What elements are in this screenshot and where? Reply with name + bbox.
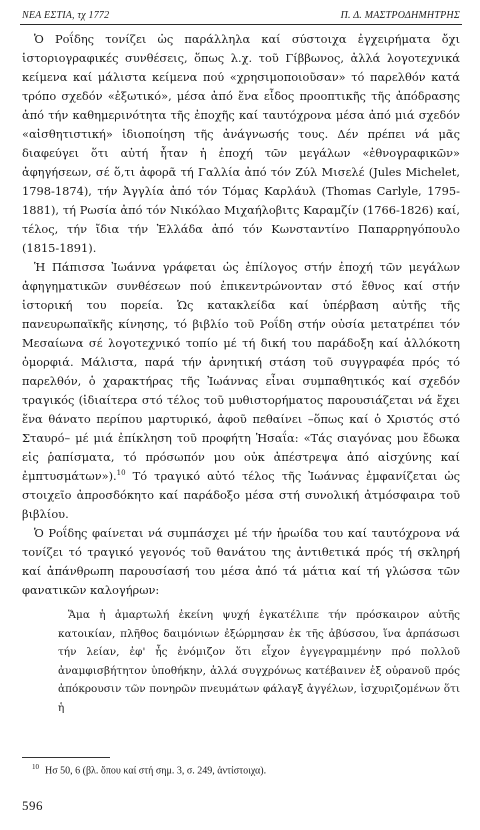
paragraph-2-text: Ἡ Πάπισσα Ἰωάννα γράφεται ὡς ἐπίλογος στήν ἐποχή τῶν μεγάλων ἀφηγηματικῶν συνθέσεων πού ἐπικεντρώνονταν στό ἔθνος καί στήν ἱστορική του πορεία. Ὡς κατακλείδα καί ὑπέρβαση αὐτῆς τῆς πανευρωπαϊκῆς κίνησης, τό βιβλίο τοῦ Ροΐδη στήν οὐσία μετατρέπει τόν Μεσαίωνα σέ λογοτεχνικό τοπίο μέ τή δική του παράδοξη καί ἀλλόκοτη ὀμορφιά. Μάλιστα, παρά τήν ἀρνητική στάση τοῦ συγγραφέα πρός τό παρελθόν, ὁ χαρακτήρας τῆς Ἰωάννας εἶναι συμπαθητικός καί σχεδόν τραγικός (ἰδιαίτερα στό τέλος τοῦ μυθιστορήματος παρουσιάζεται νά ἔχει ἕνα θάνατο περίπου μαρτυρικό, ἀφοῦ πεθαίνει –ὅπως καί ὁ Χριστός στό Σταυρό– μέ μιά ἐπίκληση τοῦ προφήτη Ἡσαΐα: «Τάς σιαγόνας μου ἔδωκα εἰς ῥαπίσματα, τό πρόσωπόν μου οὐκ ἀπέστρεψα ἀπό αἰσχύνης καί ἐμπτυσμάτων»). xyxy=(22,260,460,483)
running-header xyxy=(22,8,460,24)
block-quote xyxy=(58,606,460,717)
paragraph-2-end: Τό τραγικό αὐτό τέλος τῆς Ἰωάννας ἐμφανίζεται ὡς στοιχεῖο ἀπροσδόκητο καί παράδοξο μέσα στή συνολική ἀτμόσφαιρα τοῦ βιβλίου. xyxy=(22,469,460,521)
block-quote-text: Ἅμα ἡ ἁμαρτωλή ἐκείνη ψυχή ἐγκατέλιπε τήν πρόσκαιρον αὐτῆς κατοικίαν, πλῆθος δαιμόνιων ἐξώρμησαν ἐκ τῆς ἀβύσσου, ἵνα ἁρπάσωσι τήν λείαν, ἐφ' ἧς ἐνόμιζον ὅτι εἶχον ἐγγεγραμμένην πρό πολλοῦ ἀναμφισβήτητον ὑποθήκην, ἀλλά συγχρόνως κατέβαινεν ἐξ οὐρανοῦ πρός ἀπόκρουσιν τῶν πονηρῶν πνευμάτων φάλαγξ ἀγγέλων, ἰσχυριζομένων ὅτι ἡ xyxy=(58,609,460,714)
journal-issue-header: ΝΕΑ ΕΣΤΙΑ, τχ 1772 xyxy=(22,10,110,21)
page-number: 596 xyxy=(22,798,43,813)
body-text xyxy=(22,30,460,717)
paragraph-1: Ὁ Ροΐδης τονίζει ὡς παράλληλα καί σύστοιχα ἐγχειρήματα ὄχι ἱστοριογραφικές συνθέσεις, ὅπως λ.χ. τοῦ Γίββωνος, ἀλλά λογοτεχνικά κείμενα καί μάλιστα κείμενα πού «χρησιμοποιοῦσαν» τό παρελθόν κατά τρόπο σχεδόν «ἐξωτικό», μέσα ἀπό ἕνα εἶδος προοπτικῆς τῆς ἀπόδρασης ἀπό τήν καθημερινότητα τῆς ἐποχῆς καί ταυτόχρονα μέσα ἀπό μιά σχεδόν «αἰσθητιστική» ἰδιοποίηση τῆς ἀνάγνωσής τους. Δέν πρέπει νά μᾶς διαφεύγει ὅτι αὐτή ἦταν ἡ ἐποχή τῶν μεγάλων «ἐθνογραφικῶν» ἀφηγήσεων, σέ ὅ,τι ἀφορᾶ τή Γαλλία ἀπό τόν Ζύλ Μισελέ (Jules Michelet, 1798-1874), τήν Ἀγγλία ἀπό τόν Τόμας Καρλάυλ (Thomas Carlyle, 1795-1881), τή Ρωσία ἀπό τόν Νικόλαο Μιχαήλοβιτς Καραμζίν (1766-1826) καί, τέλος, τήν ἴδια τήν Ἑλλάδα ἀπό τόν Κωνσταντίνο Παπαρρηγόπουλο (1815-1891). xyxy=(22,32,460,255)
footnote-rule xyxy=(22,757,110,758)
footnote xyxy=(32,763,460,776)
paragraph-3: Ὁ Ροΐδης φαίνεται νά συμπάσχει μέ τήν ἡρωίδα του καί ταυτόχρονα νά τονίζει τό τραγικό γεγονός τοῦ θανάτου της ἀντιθετικά πρός τή σκληρή καί ἀπάνθρωπη παρουσίασή του μέσα ἀπό τά μάτια καί τή γλώσσα τῶν φανατικῶν καλογήρων: xyxy=(22,526,460,597)
author-header: Π. Δ. ΜΑΣΤΡΟΔΗΜΗΤΡΗΣ xyxy=(340,10,460,21)
footnote-text: Ησ 50, 6 (βλ. ὅπου καί στή σημ. 3, σ. 249, ἀντίστοιχα). xyxy=(45,765,267,777)
footnote-reference: 10 xyxy=(116,469,126,478)
header-rule xyxy=(20,24,462,25)
paragraph-2 xyxy=(22,258,460,524)
footnote-number: 10 xyxy=(32,763,39,771)
